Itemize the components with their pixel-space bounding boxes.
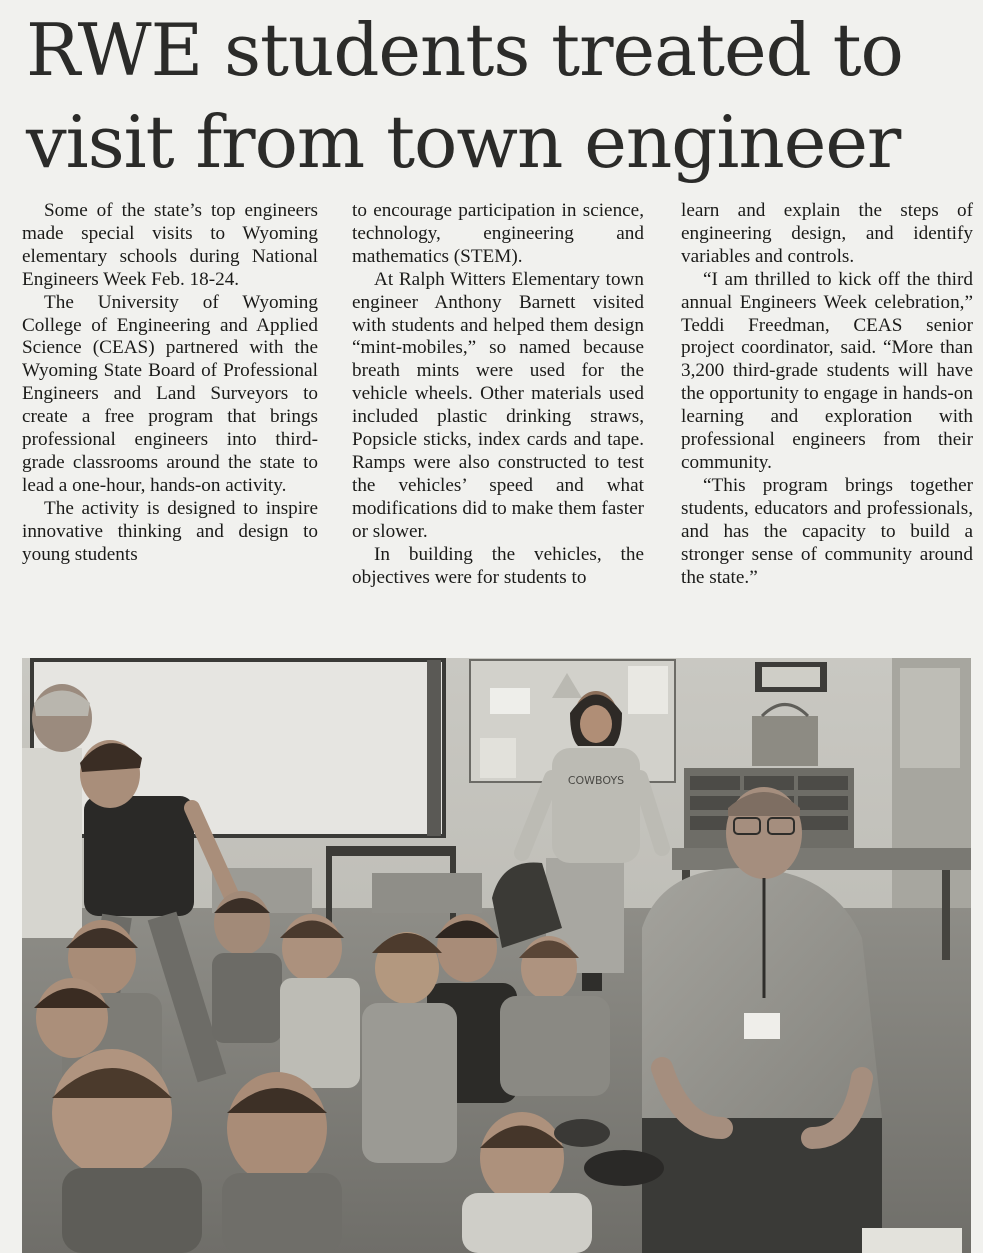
article-column-2 xyxy=(352,200,644,589)
headline xyxy=(26,4,966,188)
paragraph: Some of the state’s top engineers made special visits to Wyoming elementary schools during National Engineers Week Feb. 18-24. xyxy=(22,200,318,290)
man-left xyxy=(22,684,92,938)
paragraph: “I am thrilled to kick off the third annual Engineers Week celebration,” Teddi Freedman, CEAS senior project coordinator, said. “More than 3,200 third-grade students will have the opportunity to engage in hands-on learning and exploration with professional engineers from their community. xyxy=(681,268,973,473)
paragraph: In building the vehicles, the objectives were for students to xyxy=(352,543,644,588)
paragraph: The University of Wyoming College of Engineering and Applied Science (CEAS) partnered with the Wyoming State Board of Professional Engineers and Land Surveyors to create a free program that brings professional engineers into third-grade classrooms around the state to lead a one-hour, hands-on activity. xyxy=(22,291,318,496)
paragraph: “This program brings together students, educators and professionals, and has the capacity to build a stronger sense of community around the state.” xyxy=(681,474,973,588)
cart-leg xyxy=(326,856,332,926)
poster xyxy=(490,688,530,714)
shirt-text: COWBOYS xyxy=(567,774,625,787)
paragraph: At Ralph Witters Elementary town engineer Anthony Barnett visited with students and helped them design “mint-mobiles,” so named because breath mints were used for the vehicle wheels. Other materials used included plastic drinking straws, Popsicle sticks, index cards and tape. Ramps were also constructed to test the vehicles’ speed and what modifications did to make them faster or slower. xyxy=(352,268,644,542)
poster xyxy=(480,738,516,778)
article-column-1 xyxy=(22,200,318,567)
table-leg xyxy=(942,870,950,960)
poster xyxy=(628,666,668,714)
headline-line-1: RWE students treated to xyxy=(26,8,903,92)
cabinet-panel xyxy=(900,668,960,768)
whiteboard-rail xyxy=(427,660,441,836)
framed-picture-inner xyxy=(762,667,820,687)
paragraph: to encourage participation in science, technology, engineering and mathematics (STEM). xyxy=(352,200,644,267)
basket xyxy=(752,716,818,766)
classroom-photo-illustration xyxy=(22,658,971,1253)
article-column-3 xyxy=(681,200,973,589)
paragraph: The activity is designed to inspire innovative thinking and design to young students xyxy=(22,497,318,565)
classroom-photo xyxy=(22,658,971,1253)
paragraph: learn and explain the steps of engineering design, and identify variables and controls. xyxy=(681,200,973,267)
storage-bins xyxy=(372,873,482,913)
cart xyxy=(326,846,456,856)
paper xyxy=(862,1228,962,1253)
headline-line-2: visit from town engineer xyxy=(26,100,901,184)
table xyxy=(672,848,971,870)
